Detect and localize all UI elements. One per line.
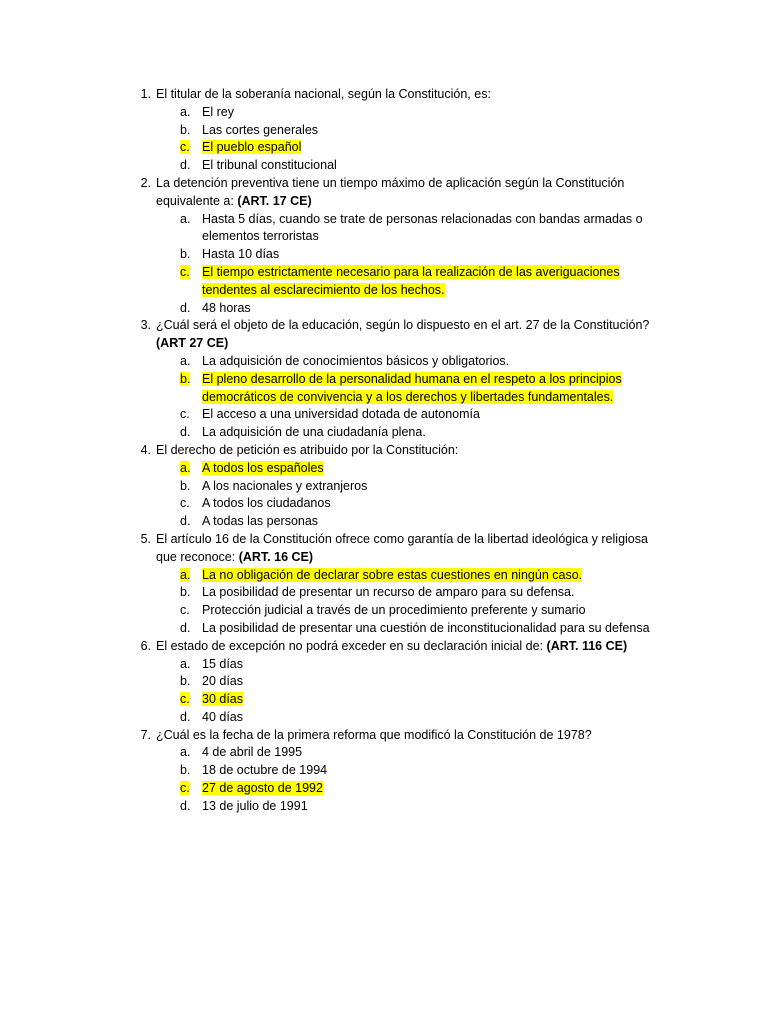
answer-option xyxy=(0,620,768,638)
answer-option xyxy=(0,211,768,247)
option-text: A todos los ciudadanos xyxy=(202,496,331,511)
option-text: El pueblo español xyxy=(202,140,302,155)
answer-option xyxy=(0,602,768,620)
answer-option xyxy=(0,656,768,674)
answer-option xyxy=(0,709,768,727)
question-item xyxy=(0,86,768,104)
question-number: 4. xyxy=(140,442,151,457)
option-letter: d. xyxy=(180,709,191,724)
question-item xyxy=(0,727,768,745)
question-text xyxy=(156,638,653,656)
question-item xyxy=(0,638,768,656)
option-letter: b. xyxy=(180,122,191,137)
option-letter: d. xyxy=(180,620,191,635)
question-number: 7. xyxy=(140,727,151,742)
question-text-body: La detención preventiva tiene un tiempo máximo de aplicación según la Constitución equivalente a: xyxy=(156,175,625,208)
answer-option xyxy=(0,406,768,424)
option-text: Las cortes generales xyxy=(202,122,319,137)
question-number: 1. xyxy=(140,87,151,101)
question-text-body: El titular de la soberanía nacional, según la Constitución, es: xyxy=(156,87,491,101)
option-letter: a. xyxy=(180,745,191,760)
option-letter: b. xyxy=(180,478,191,493)
question-text xyxy=(156,531,653,567)
answer-option xyxy=(0,104,768,122)
option-letter: a. xyxy=(180,656,191,671)
answer-option xyxy=(0,495,768,513)
option-text: La no obligación de declarar sobre estas cuestiones en ningún caso. xyxy=(202,567,583,582)
question-number: 2. xyxy=(140,175,151,190)
answer-option xyxy=(0,673,768,691)
question-text xyxy=(156,727,653,745)
question-number: 5. xyxy=(140,531,151,546)
option-text: El pleno desarrollo de la personalidad humana en el respeto a los principios democráticos de convivencia y a los derechos y libertades fundamentales. xyxy=(202,371,622,404)
option-text: 18 de octubre de 1994 xyxy=(202,763,328,778)
question-text-body: ¿Cuál es la fecha de la primera reforma que modificó la Constitución de 1978? xyxy=(156,727,592,742)
option-letter: b. xyxy=(180,371,191,386)
option-text: La posibilidad de presentar un recurso de amparo para su defensa. xyxy=(202,585,575,600)
option-text: A todos los españoles xyxy=(202,460,324,475)
option-letter: d. xyxy=(180,425,191,440)
question-text-body: El estado de excepción no podrá exceder en su declaración inicial de: xyxy=(156,638,547,653)
question-text xyxy=(156,442,653,460)
option-letter: d. xyxy=(180,300,191,315)
option-letter: d. xyxy=(180,158,191,173)
answer-option xyxy=(0,300,768,318)
option-letter: b. xyxy=(180,585,191,600)
answer-option xyxy=(0,157,768,175)
answer-option-correct xyxy=(0,460,768,478)
answer-option xyxy=(0,122,768,140)
option-letter: c. xyxy=(180,140,190,155)
article-reference: (ART 27 CE) xyxy=(156,336,229,351)
article-reference: (ART. 17 CE) xyxy=(237,193,312,208)
option-text: 20 días xyxy=(202,674,244,689)
question-text xyxy=(156,86,653,104)
quiz-document xyxy=(0,86,768,816)
option-text: La adquisición de una ciudadanía plena. xyxy=(202,425,426,440)
option-letter: c. xyxy=(180,692,190,707)
option-text: El tribunal constitucional xyxy=(202,158,337,173)
question-number: 3. xyxy=(140,318,151,333)
answer-option xyxy=(0,513,768,531)
option-letter: c. xyxy=(180,781,190,796)
option-text: La adquisición de conocimientos básicos y obligatorios. xyxy=(202,353,510,368)
option-letter: d. xyxy=(180,798,191,813)
option-text: 48 horas xyxy=(202,300,251,315)
question-text-body: El derecho de petición es atribuido por la Constitución: xyxy=(156,442,459,457)
question-text-body: ¿Cuál será el objeto de la educación, según lo dispuesto en el art. 27 de la Constitución? xyxy=(156,318,650,333)
option-text: Hasta 5 días, cuando se trate de personas relacionadas con bandas armadas o elementos terroristas xyxy=(202,211,643,244)
answer-option-correct xyxy=(0,567,768,585)
option-text: El tiempo estrictamente necesario para la realización de las averiguaciones tendentes al esclarecimiento de los hechos. xyxy=(202,264,620,297)
answer-option-correct xyxy=(0,371,768,407)
option-letter: b. xyxy=(180,674,191,689)
question-item xyxy=(0,175,768,211)
option-text: 27 de agosto de 1992 xyxy=(202,781,323,796)
article-reference: (ART. 116 CE) xyxy=(546,638,628,653)
option-text: 30 días xyxy=(202,692,244,707)
option-letter: a. xyxy=(180,211,191,226)
option-text: 13 de julio de 1991 xyxy=(202,798,308,813)
question-item xyxy=(0,531,768,567)
option-letter: c. xyxy=(180,603,190,618)
option-text: 40 días xyxy=(202,709,244,724)
answer-option xyxy=(0,798,768,816)
question-item xyxy=(0,317,768,353)
option-text: A los nacionales y extranjeros xyxy=(202,478,368,493)
option-text: 15 días xyxy=(202,656,244,671)
answer-option-correct xyxy=(0,691,768,709)
option-letter: c. xyxy=(180,407,190,422)
option-text: Hasta 10 días xyxy=(202,247,280,262)
question-text xyxy=(156,175,653,211)
option-letter: b. xyxy=(180,763,191,778)
option-text: Protección judicial a través de un procedimiento preferente y sumario xyxy=(202,603,586,618)
option-letter: a. xyxy=(180,567,191,582)
answer-option xyxy=(0,353,768,371)
option-letter: b. xyxy=(180,247,191,262)
option-letter: c. xyxy=(180,496,190,511)
option-letter: c. xyxy=(180,264,190,279)
option-letter: a. xyxy=(180,460,191,475)
question-number: 6. xyxy=(140,638,151,653)
option-letter: a. xyxy=(180,353,191,368)
option-text: El rey xyxy=(202,104,234,119)
option-text: 4 de abril de 1995 xyxy=(202,745,303,760)
question-item xyxy=(0,442,768,460)
answer-option xyxy=(0,424,768,442)
answer-option-correct xyxy=(0,139,768,157)
option-letter: d. xyxy=(180,514,191,529)
article-reference: (ART. 16 CE) xyxy=(238,549,314,564)
answer-option xyxy=(0,744,768,762)
option-text: El acceso a una universidad dotada de autonomía xyxy=(202,407,480,422)
answer-option xyxy=(0,478,768,496)
answer-option xyxy=(0,246,768,264)
answer-option-correct xyxy=(0,780,768,798)
answer-option xyxy=(0,584,768,602)
question-text-body: El artículo 16 de la Constitución ofrece como garantía de la libertad ideológica y religiosa que reconoce: xyxy=(156,531,648,564)
question-text xyxy=(156,317,653,353)
option-text: A todas las personas xyxy=(202,514,319,529)
option-text: La posibilidad de presentar una cuestión de inconstitucionalidad para su defensa xyxy=(202,620,650,635)
option-letter: a. xyxy=(180,104,191,119)
answer-option-correct xyxy=(0,264,768,300)
answer-option xyxy=(0,762,768,780)
